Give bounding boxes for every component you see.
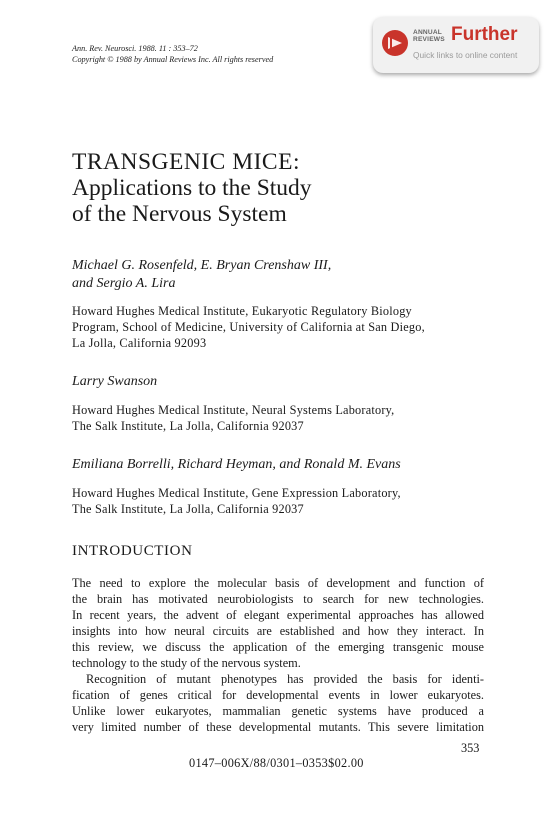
section-heading-introduction: INTRODUCTION xyxy=(72,543,193,559)
body-line: fication of genes critical for developmental events in lower eukaryotes. xyxy=(72,688,484,702)
body-line: this review, we discuss the application of the emerging transgenic mouse xyxy=(72,640,484,654)
annual-reviews-logo-icon xyxy=(381,29,409,57)
title-line-2: Applications to the Study xyxy=(72,175,312,201)
banner-tagline[interactable]: Quick links to online content xyxy=(413,50,518,60)
further-links-banner[interactable] xyxy=(373,17,539,73)
author-group-2 xyxy=(72,373,157,391)
affiliation-line: Howard Hughes Medical Institute, Gene Expression Laboratory, xyxy=(72,486,401,500)
body-line: the brain has motivated neurobiologists to search for new technologies. xyxy=(72,592,484,606)
author-line: Michael G. Rosenfeld, E. Bryan Crenshaw III, xyxy=(72,258,332,273)
body-line: very limited number of these developmental mutants. This severe limitation xyxy=(72,720,484,734)
affiliation-line: Program, School of Medicine, University of California at San Diego, xyxy=(72,320,425,334)
affiliation-1 xyxy=(72,303,492,351)
banner-reviews-text: REVIEWS xyxy=(413,36,445,43)
affiliation-3 xyxy=(72,485,492,517)
body-line: technology to the study of the nervous system. xyxy=(72,656,301,670)
affiliation-line: Howard Hughes Medical Institute, Eukaryotic Regulatory Biology xyxy=(72,304,412,318)
banner-further-text[interactable]: Further xyxy=(451,24,518,45)
article-title xyxy=(72,149,312,227)
citation-line-2: Copyright © 1988 by Annual Reviews Inc. All rights reserved xyxy=(72,55,274,64)
author-group-1 xyxy=(72,257,331,293)
page-number: 353 xyxy=(461,741,480,755)
author-line: Emiliana Borrelli, Richard Heyman, and Ronald M. Evans xyxy=(72,457,401,472)
author-line: and Sergio A. Lira xyxy=(72,276,176,291)
affiliation-line: La Jolla, California 92093 xyxy=(72,336,207,350)
journal-citation xyxy=(72,43,372,65)
title-line-1: TRANSGENIC MICE: xyxy=(72,149,300,175)
body-line: Unlike lower eukaryotes, mammalian genetic systems have produced a xyxy=(72,704,484,718)
author-group-3 xyxy=(72,456,401,474)
affiliation-2 xyxy=(72,402,492,434)
affiliation-line: The Salk Institute, La Jolla, California 92037 xyxy=(72,419,304,433)
banner-annual-text: ANNUAL xyxy=(413,29,443,36)
body-line: Recognition of mutant phenotypes has provided the basis for identi- xyxy=(86,672,484,686)
affiliation-line: The Salk Institute, La Jolla, California 92037 xyxy=(72,502,304,516)
citation-line-1: Ann. Rev. Neurosci. 1988. 11 : 353–72 xyxy=(72,44,198,53)
title-line-3: of the Nervous System xyxy=(72,201,287,227)
body-line: The need to explore the molecular basis of development and function of xyxy=(72,576,484,590)
author-line: Larry Swanson xyxy=(72,374,158,389)
body-line: In recent years, the advent of elegant experimental approaches has allowed xyxy=(72,608,484,622)
affiliation-line: Howard Hughes Medical Institute, Neural Systems Laboratory, xyxy=(72,403,395,417)
introduction-body xyxy=(72,575,484,735)
body-line: insights into how neural circuits are established and how they interact. In xyxy=(72,624,484,638)
copyright-code: 0147–006X/88/0301–0353$02.00 xyxy=(189,756,364,770)
annual-reviews-wordmark xyxy=(413,29,445,43)
